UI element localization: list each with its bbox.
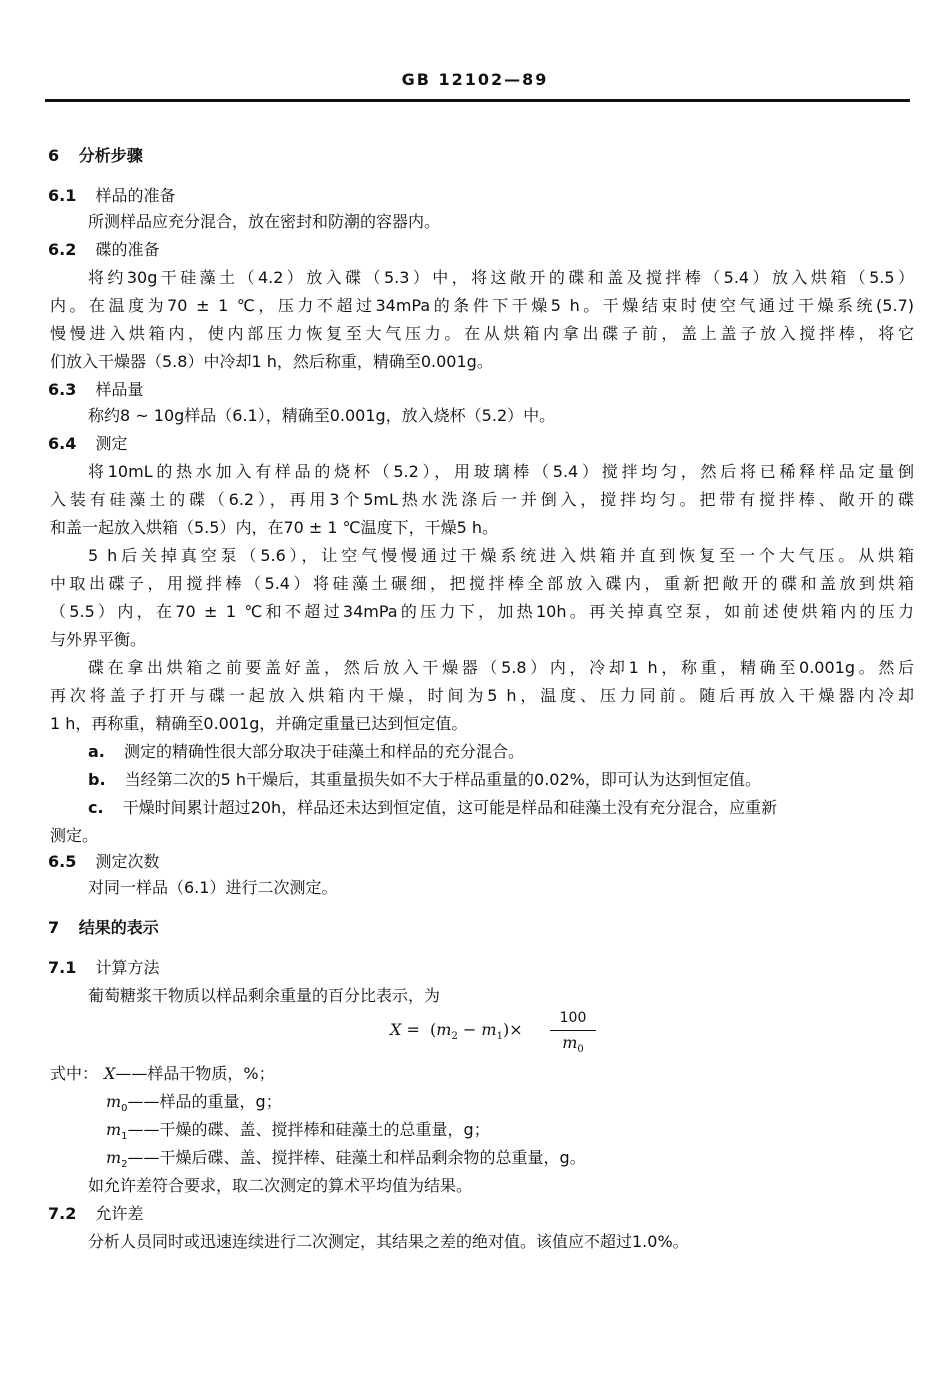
section-6-4-p1-line-2: 入装有硅藻土的碟（6.2），再用3个5mL热水洗涤后一并倒入，搅拌均匀。把带有搅拌棒、敞开的碟 bbox=[50, 490, 914, 509]
section-6-3-heading: 6.3 样品量 bbox=[48, 380, 144, 399]
note-b: b. 当经第二次的5 h干燥后，其重量损失如不大于样品重量的0.02%，即可认为达到恒定值。 bbox=[88, 770, 761, 789]
section-6-4-p3-line-2: 再次将盖子打开与碟一起放入烘箱内干燥，时间为5 h，温度、压力同前。随后再放入干燥器内冷却 bbox=[50, 686, 914, 705]
section-6-4-p1-line-3: 和盖一起放入烘箱（5.5）内，在70 ± 1 ℃温度下，干燥5 h。 bbox=[50, 518, 499, 537]
section-6-4-p2-line-2: 中取出碟子，用搅拌棒（5.4）将硅藻土碾细，把搅拌棒全部放入碟内，重新把敞开的碟和盖放到烘箱 bbox=[50, 574, 914, 593]
section-6-4-p1-line-1: 将10mL的热水加入有样品的烧杯（5.2），用玻璃棒（5.4）搅拌均匀，然后将已稀释样品定量倒 bbox=[88, 462, 914, 481]
section-6-4-p3-line-1: 碟在拿出烘箱之前要盖好盖，然后放入干燥器（5.8）内，冷却1 h，称重，精确至0.001g。然后 bbox=[88, 658, 914, 677]
section-6-4-p2-line-4: 与外界平衡。 bbox=[50, 630, 147, 649]
section-6-1-text: 所测样品应充分混合，放在密封和防潮的容器内。 bbox=[88, 212, 441, 231]
section-6-2-line-3: 慢慢进入烘箱内，使内部压力恢复至大气压力。在从烘箱内拿出碟子前，盖上盖子放入搅拌棒，将它 bbox=[50, 324, 914, 343]
header-rule bbox=[45, 99, 910, 102]
note-a: a. 测定的精确性很大部分取决于硅藻土和样品的充分混合。 bbox=[88, 742, 524, 761]
section-6-heading: 6 分析步骤 bbox=[48, 146, 143, 165]
section-6-5-text: 对同一样品（6.1）进行二次测定。 bbox=[88, 878, 338, 897]
section-7-1-heading: 7.1 计算方法 bbox=[48, 958, 160, 977]
formula-denominator: $m_0$ bbox=[562, 1033, 584, 1056]
variable-m0: $m_0——$样品的重量，g； bbox=[106, 1092, 282, 1115]
formula-numerator: 100 bbox=[559, 1010, 587, 1026]
note-c: c. 干燥时间累计超过20h，样品还未达到恒定值，这可能是样品和硅藻土没有充分混合，应重新 bbox=[88, 798, 778, 817]
variable-m2: $m_2——$干燥后碟、盖、搅拌棒、硅藻土和样品剩余物的总重量，g。 bbox=[106, 1148, 586, 1171]
section-6-5-heading: 6.5 测定次数 bbox=[48, 852, 160, 871]
result-text: 如允许差符合要求，取二次测定的算术平均值为结果。 bbox=[88, 1176, 473, 1195]
section-6-2-line-4: 们放入干燥器（5.8）中冷却1 h，然后称重，精确至0.001g。 bbox=[50, 352, 493, 371]
section-6-2-line-1: 将约30g干硅藻土（4.2）放入碟（5.3）中，将这敞开的碟和盖及搅拌棒（5.4）放入烘箱（5.5） bbox=[88, 268, 914, 287]
variable-m1: $m_1——$干燥的碟、盖、搅拌棒和硅藻土的总重量，g； bbox=[106, 1120, 490, 1143]
section-6-4-heading: 6.4 测定 bbox=[48, 434, 128, 453]
section-6-4-p3-line-3: 1 h，再称重，精确至0.001g，并确定重量已达到恒定值。 bbox=[50, 714, 468, 733]
section-6-3-text: 称约8 ~ 10g样品（6.1），精确至0.001g，放入烧杯（5.2）中。 bbox=[88, 406, 556, 425]
section-6-1-heading: 6.1 样品的准备 bbox=[48, 186, 176, 205]
variable-x: 式中： X——样品干物质，%； bbox=[50, 1064, 275, 1083]
section-7-2-text: 分析人员同时或迅速连续进行二次测定，其结果之差的绝对值。该值应不超过1.0%。 bbox=[88, 1232, 689, 1251]
section-6-2-line-2: 内。在温度为70 ± 1 ℃，压力不超过34mPa的条件下干燥5 h。干燥结束时使空气通过干燥系统(5.7) bbox=[50, 296, 914, 315]
section-7-1-text: 葡萄糖浆干物质以样品剩余重量的百分比表示，为 bbox=[88, 986, 441, 1005]
formula-fraction bbox=[550, 1008, 596, 1060]
note-c-line-2: 测定。 bbox=[50, 826, 99, 845]
section-7-heading: 7 结果的表示 bbox=[48, 918, 159, 937]
formula-lhs: $X = (m_2 - m_1)\times$ bbox=[390, 1020, 523, 1043]
section-6-4-p2-line-3: （5.5）内，在70 ± 1 ℃和不超过34mPa的压力下，加热10h。再关掉真空泵，如前述使烘箱内的压力 bbox=[50, 602, 914, 621]
fraction-bar bbox=[550, 1030, 596, 1031]
section-7-2-heading: 7.2 允许差 bbox=[48, 1204, 144, 1223]
section-6-4-p2-line-1: 5 h后关掉真空泵（5.6），让空气慢慢通过干燥系统进入烘箱并直到恢复至一个大气压。从烘箱 bbox=[88, 546, 914, 565]
section-6-2-heading: 6.2 碟的准备 bbox=[48, 240, 160, 259]
page-header: GB 12102—89 bbox=[401, 70, 549, 89]
